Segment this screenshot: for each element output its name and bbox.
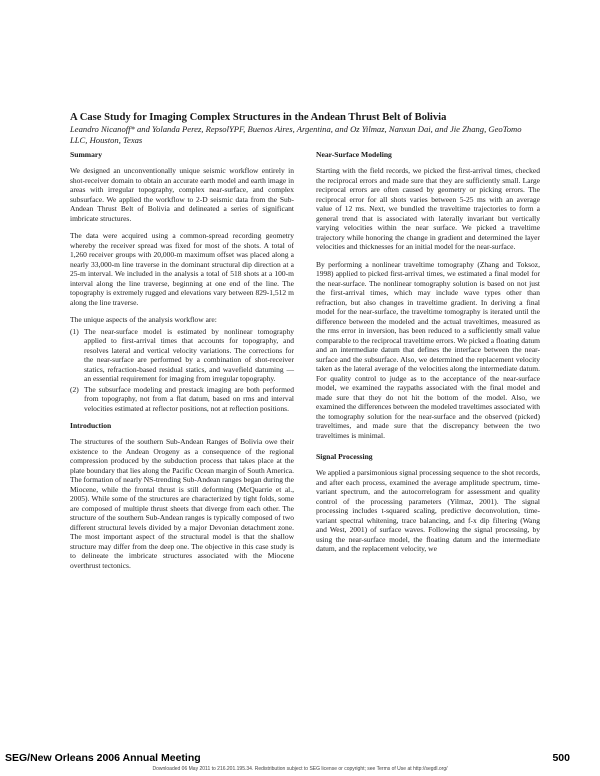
signal-processing-heading: Signal Processing	[316, 452, 373, 461]
footer-meeting: SEG/New Orleans 2006 Annual Meeting	[5, 752, 201, 764]
summary-paragraph-3: The unique aspects of the analysis workflow are:	[70, 315, 217, 324]
workflow-list	[70, 327, 294, 414]
introduction-heading: Introduction	[70, 421, 112, 430]
paper-authors: Leandro Nicanoff* and Yolanda Perez, RepsolYPF, Buenos Aires, Argentina, and Oz Yilmaz, Nanxun Dai, and Jie Zhang, GeoTomo LLC, Houston, Texas	[70, 124, 522, 145]
introduction-paragraph-1: The structures of the southern Sub-Andean Ranges of Bolivia owe their existence to the Andean Orogeny as a consequence of the regional compression produced by the subduction process that takes place at the plate boundary that lies along the Pacific Ocean margin of South America. The formation of nearly NS-trending Sub-Andean ranges began during the Miocene, while the frontal thrust is still deforming (McQuarrie et al., 2005). While some of the structures are characterized by tight folds, some are composed of multiple thrust sheets that diverge from each other. The structure of the southern Sub-Andean ranges is typically composed of two different structural levels divided by a major Devonian detachment zone. The most important aspect of the structural model is that the shallow structure may differ from the deep one. The objective in this case study is to delineate the imbricate structures associated with the Miocene overthrust tectonics.	[70, 437, 294, 570]
near-surface-paragraph-1: Starting with the field records, we picked the first-arrival times, checked the reciprocal errors and made sure that they are sufficiently small. Large reciprocal errors are often caused by geometry or picking errors. The reciprocal error for all shots varies between 5-25 ms with an average value of 12 ms. Next, we bundled the traveltime trajectories to form a general trend that is associated with laterally invariant but vertically varying velocities within the near surface. We picked a traveltime trajectory while honoring the change in gradient and determined the layer velocities and thicknesses for an initial model for the near-surface.	[316, 166, 540, 251]
paper-title: A Case Study for Imaging Complex Structures in the Andean Thrust Belt of Bolivia	[70, 112, 447, 123]
list-item-number: (2)	[70, 384, 79, 394]
near-surface-modeling-heading: Near-Surface Modeling	[316, 150, 392, 159]
download-notice: Downloaded 06 May 2011 to 216.201.195.34. Redistribution subject to SEG license or copyright; see Terms of Use at http://segdl.org/	[152, 766, 448, 772]
summary-heading: Summary	[70, 150, 103, 159]
summary-paragraph-1: We designed an unconventionally unique seismic workflow entirely in shot-receiver domain to obtain an accurate earth model and earth image in areas with irregular topography, complex near-surface, and complex subsurface. We applied the workflow to 2-D seismic data from the Sub-Andean Thrust Belt of Bolivia and delineated a series of significant imbricate structures.	[70, 166, 294, 223]
list-item-text: The near-surface model is estimated by nonlinear tomography applied to first-arrival times that accounts for topography, and resolves lateral and vertical velocity variations. The corrections for the near-surface are performed by a combination of shot-receiver statics, refraction-based residual statics, and wavefield datuming — an essential requirement for imaging from irregular topography.	[84, 326, 294, 383]
near-surface-paragraph-2: By performing a nonlinear traveltime tomography (Zhang and Toksoz, 1998) applied to picked first-arrival times, we estimated a final model for the near-surface. The nonlinear tomography solution is based on not just the first-arrival times, which may include wave types other than refraction, but also changes in traveltime gradient. In deriving a final model for the near-surface, the traveltime tomography is iterated until the difference between the modeled and the actual traveltimes, measured as the rms error in inversion, has been reduced to a sufficiently small value comparable to the reciprocal traveltime errors. We picked a floating datum and an intermediate datum that defines the interface between the near-surface and the subsurface. Also, we determined the replacement velocity taken as the lateral average of the velocities along the intermediate datum. For quality control to judge as to the acceptance of the near-surface model, we examined the raypaths associated with the final model and made sure that they do not hit the bottom of the model. Also, we examined the differences between the modeled traveltimes associated with the tomography solution for the near-surface and the observed (picked) traveltimes, and made sure that the discrepancy between the two traveltimes is minimal.	[316, 259, 540, 440]
summary-paragraph-2: The data were acquired using a common-spread recording geometry whereby the receiver spread was fixed for most of the shots. A total of 1,260 receiver groups with 20,000-m maximum offset was placed along a nearly 33,000-m line traverse in the dominant structural dip direction at a 25-m interval. We included in the analysis a total of 518 shots at a 100-m interval along the line traverse, beginning at one end of the line. The topography is extremely rugged and elevations vary between 829-1,512 m along the line traverse.	[70, 231, 294, 307]
right-column	[316, 150, 540, 562]
list-item	[70, 385, 294, 414]
footer-page-number: 500	[552, 752, 570, 764]
list-item-text: The subsurface modeling and prestack imaging are both performed from topography, not from a flat datum, based on rms and interval velocities estimated at reflector positions, not at reflection positions.	[84, 384, 294, 413]
list-item-number: (1)	[70, 326, 79, 336]
left-column	[70, 150, 294, 578]
signal-processing-paragraph-1: We applied a parsimonious signal processing sequence to the shot records, and after each process, examined the average amplitude spectrum, time-variant spectrum, and the autocorrelogram for assessment and quality control of the processing parameters (Yilmaz, 2001). The signal processing includes t-squared scaling, predictive deconvolution, time-variant spectral whitening, trace balancing, and f-x dip filtering (Wang and West, 2001) of surface waves. Following the signal processing, by using the near-surface model, the floating datum and the intermediate datum, and the replacement velocity, we	[316, 468, 540, 553]
list-item	[70, 327, 294, 384]
